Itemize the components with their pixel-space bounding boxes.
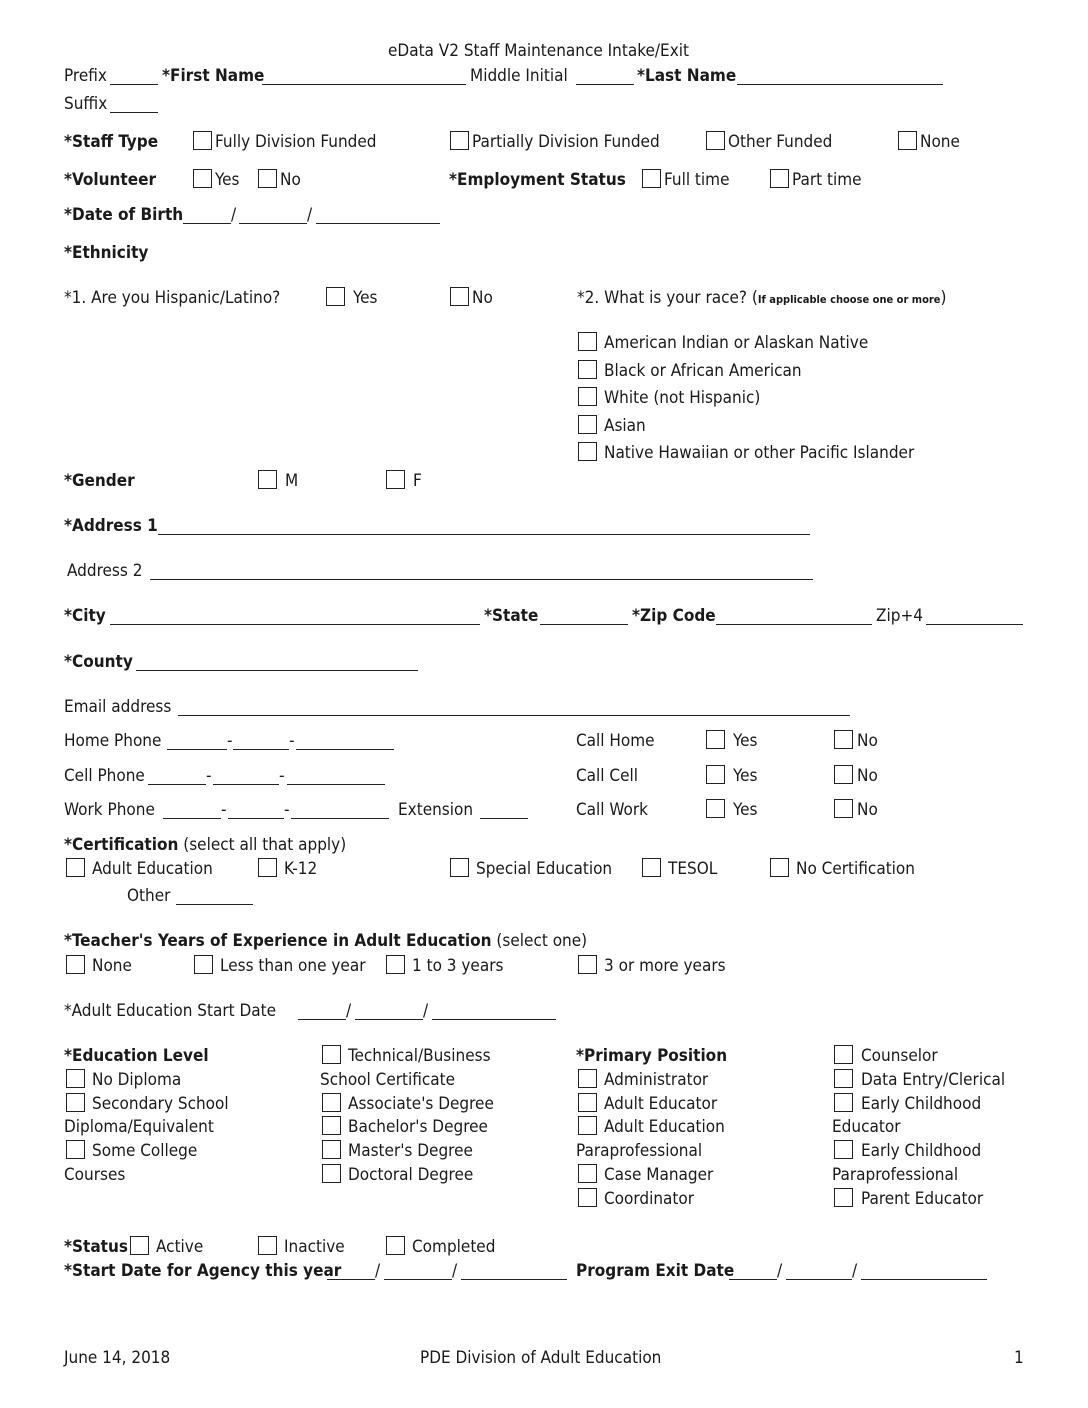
agency-start-month-field[interactable] xyxy=(327,1279,375,1280)
prefix-label: Prefix xyxy=(64,66,107,86)
pos-administrator-checkbox[interactable] xyxy=(578,1069,597,1088)
ae-start-date-label: *Adult Education Start Date xyxy=(64,1001,277,1021)
edu-secondary-checkbox[interactable] xyxy=(66,1093,85,1112)
work-phone-area-field[interactable] xyxy=(163,818,221,819)
form-title: eData V2 Staff Maintenance Intake/Exit xyxy=(388,41,689,61)
agency-start-slash-1: / xyxy=(375,1261,381,1281)
staff-type-none-checkbox[interactable] xyxy=(898,131,917,150)
edu-technical-label: Technical/Business xyxy=(348,1046,491,1066)
cert-other-label: Other xyxy=(127,886,171,906)
call-cell-yes-label: Yes xyxy=(733,766,758,786)
exp-one-three-checkbox[interactable] xyxy=(386,955,405,974)
hispanic-no-checkbox[interactable] xyxy=(450,287,469,306)
gender-f-checkbox[interactable] xyxy=(386,470,405,489)
cell-phone-prefix-field[interactable] xyxy=(213,784,279,785)
edu-some-college-checkbox[interactable] xyxy=(66,1140,85,1159)
race-american-indian-checkbox[interactable] xyxy=(578,332,597,351)
city-label: *City xyxy=(64,606,106,626)
gender-label: *Gender xyxy=(64,471,135,491)
dob-day-field[interactable] xyxy=(239,223,307,224)
staff-type-other-checkbox[interactable] xyxy=(706,131,725,150)
county-field[interactable] xyxy=(136,670,418,671)
status-label: *Status xyxy=(64,1237,128,1257)
dob-slash-2: / xyxy=(307,205,313,225)
call-work-no-label: No xyxy=(857,800,878,820)
gender-f-label: F xyxy=(413,471,422,491)
call-home-yes-label: Yes xyxy=(733,731,758,751)
status-inactive-checkbox[interactable] xyxy=(258,1236,277,1255)
exp-less-one-checkbox[interactable] xyxy=(194,955,213,974)
edu-bachelors-label: Bachelor's Degree xyxy=(348,1117,488,1137)
call-work-no-checkbox[interactable] xyxy=(834,799,853,818)
extension-label: Extension xyxy=(398,800,474,820)
edu-associates-label: Associate's Degree xyxy=(348,1094,494,1114)
volunteer-no-label: No xyxy=(280,170,301,190)
race-asian-checkbox[interactable] xyxy=(578,415,597,434)
work-phone-line-field[interactable] xyxy=(291,818,389,819)
ethnicity-label: *Ethnicity xyxy=(64,243,149,263)
exp-one-three-label: 1 to 3 years xyxy=(412,956,504,976)
pos-parent-educator-checkbox[interactable] xyxy=(834,1188,853,1207)
edu-associates-checkbox[interactable] xyxy=(322,1093,341,1112)
cert-adult-ed-label: Adult Education xyxy=(92,859,213,879)
home-phone-dash-1: - xyxy=(227,731,233,751)
prefix-field[interactable] xyxy=(110,84,158,85)
call-home-no-checkbox[interactable] xyxy=(834,730,853,749)
cert-adult-ed-checkbox[interactable] xyxy=(66,858,85,877)
address2-label: Address 2 xyxy=(67,561,143,581)
dob-label: *Date of Birth xyxy=(64,205,184,225)
program-exit-year-field[interactable] xyxy=(861,1279,987,1280)
staff-type-partially-label: Partially Division Funded xyxy=(472,132,660,152)
race-white-checkbox[interactable] xyxy=(578,387,597,406)
ae-start-month-field[interactable] xyxy=(298,1019,346,1020)
pos-data-entry-label: Data Entry/Clerical xyxy=(861,1070,1006,1090)
agency-start-day-field[interactable] xyxy=(384,1279,452,1280)
program-exit-day-field[interactable] xyxy=(786,1279,852,1280)
pos-coordinator-checkbox[interactable] xyxy=(578,1188,597,1207)
volunteer-yes-checkbox[interactable] xyxy=(193,169,212,188)
state-label: *State xyxy=(484,606,539,626)
dob-month-field[interactable] xyxy=(183,223,231,224)
work-phone-dash-1: - xyxy=(221,800,227,820)
edu-doctoral-label: Doctoral Degree xyxy=(348,1165,474,1185)
program-exit-slash-1: / xyxy=(777,1261,783,1281)
program-exit-slash-2: / xyxy=(852,1261,858,1281)
employment-part-checkbox[interactable] xyxy=(770,169,789,188)
pos-counselor-label: Counselor xyxy=(861,1046,938,1066)
pos-adult-ed-para-label: Adult Education xyxy=(604,1117,725,1137)
staff-type-label: *Staff Type xyxy=(64,132,159,152)
staff-type-none-label: None xyxy=(920,132,960,152)
cell-phone-dash-2: - xyxy=(279,766,285,786)
race-american-indian-label: American Indian or Alaskan Native xyxy=(604,333,869,353)
pos-counselor-checkbox[interactable] xyxy=(834,1045,853,1064)
call-cell-no-checkbox[interactable] xyxy=(834,765,853,784)
volunteer-yes-label: Yes xyxy=(215,170,240,190)
zip-field[interactable] xyxy=(716,624,872,625)
last-name-label: *Last Name xyxy=(637,66,737,86)
status-completed-checkbox[interactable] xyxy=(386,1236,405,1255)
gender-m-label: M xyxy=(285,471,299,491)
exp-none-label: None xyxy=(92,956,132,976)
edu-no-diploma-label: No Diploma xyxy=(92,1070,182,1090)
pos-administrator-label: Administrator xyxy=(604,1070,709,1090)
status-completed-label: Completed xyxy=(412,1237,496,1257)
extension-field[interactable] xyxy=(480,818,528,819)
pos-data-entry-checkbox[interactable] xyxy=(834,1069,853,1088)
pos-parent-educator-label: Parent Educator xyxy=(861,1189,984,1209)
first-name-field[interactable] xyxy=(262,84,466,85)
suffix-field[interactable] xyxy=(110,112,158,113)
edu-some-college-label-2: Courses xyxy=(64,1165,126,1185)
exp-none-checkbox[interactable] xyxy=(66,955,85,974)
pos-ec-educator-label-2: Educator xyxy=(832,1117,901,1137)
work-phone-dash-2: - xyxy=(284,800,290,820)
cert-special-ed-label: Special Education xyxy=(476,859,613,879)
staff-type-fully-checkbox[interactable] xyxy=(193,131,212,150)
footer-page-number: 1 xyxy=(1014,1348,1024,1368)
email-field[interactable] xyxy=(178,715,850,716)
work-phone-prefix-field[interactable] xyxy=(228,818,284,819)
certification-heading: *Certification (select all that apply) xyxy=(64,835,347,855)
hispanic-yes-label: Yes xyxy=(353,288,378,308)
dob-slash-1: / xyxy=(231,205,237,225)
edu-secondary-label-2: Diploma/Equivalent xyxy=(64,1117,214,1137)
exp-less-one-label: Less than one year xyxy=(220,956,366,976)
zip4-field[interactable] xyxy=(926,624,1023,625)
pos-ec-para-label: Early Childhood xyxy=(861,1141,982,1161)
home-phone-dash-2: - xyxy=(289,731,295,751)
middle-initial-label: Middle Initial xyxy=(470,66,568,86)
address2-field[interactable] xyxy=(150,579,813,580)
education-level-label: *Education Level xyxy=(64,1046,209,1066)
cert-none-label: No Certification xyxy=(796,859,915,879)
cert-tesol-label: TESOL xyxy=(668,859,718,879)
pos-adult-educator-checkbox[interactable] xyxy=(578,1093,597,1112)
edu-secondary-label: Secondary School xyxy=(92,1094,229,1114)
address1-label: *Address 1 xyxy=(64,516,158,536)
status-active-checkbox[interactable] xyxy=(130,1236,149,1255)
middle-initial-field[interactable] xyxy=(576,84,634,85)
staff-type-partially-checkbox[interactable] xyxy=(450,131,469,150)
call-cell-yes-checkbox[interactable] xyxy=(706,765,725,784)
cert-tesol-checkbox[interactable] xyxy=(642,858,661,877)
race-black-checkbox[interactable] xyxy=(578,360,597,379)
work-phone-label: Work Phone xyxy=(64,800,155,820)
employment-part-label: Part time xyxy=(792,170,862,190)
cell-phone-line-field[interactable] xyxy=(287,784,385,785)
ae-start-year-field[interactable] xyxy=(432,1019,556,1020)
agency-start-year-field[interactable] xyxy=(461,1279,567,1280)
first-name-label: *First Name xyxy=(162,66,265,86)
pos-ec-para-label-2: Paraprofessional xyxy=(832,1165,959,1185)
edu-no-diploma-checkbox[interactable] xyxy=(66,1069,85,1088)
staff-type-fully-label: Fully Division Funded xyxy=(215,132,377,152)
edu-masters-checkbox[interactable] xyxy=(322,1140,341,1159)
pos-adult-ed-para-checkbox[interactable] xyxy=(578,1116,597,1135)
exp-three-plus-checkbox[interactable] xyxy=(578,955,597,974)
race-asian-label: Asian xyxy=(604,416,646,436)
employment-full-label: Full time xyxy=(664,170,730,190)
employment-full-checkbox[interactable] xyxy=(642,169,661,188)
status-active-label: Active xyxy=(156,1237,204,1257)
ae-start-slash-1: / xyxy=(346,1001,352,1021)
pos-ec-educator-label: Early Childhood xyxy=(861,1094,982,1114)
pos-adult-educator-label: Adult Educator xyxy=(604,1094,718,1114)
pos-ec-para-checkbox[interactable] xyxy=(834,1140,853,1159)
zip4-label: Zip+4 xyxy=(876,606,923,626)
call-work-yes-label: Yes xyxy=(733,800,758,820)
edu-bachelors-checkbox[interactable] xyxy=(322,1116,341,1135)
call-cell-label: Call Cell xyxy=(576,766,639,786)
pos-case-manager-label: Case Manager xyxy=(604,1165,714,1185)
ae-start-day-field[interactable] xyxy=(355,1019,423,1020)
gender-m-checkbox[interactable] xyxy=(258,470,277,489)
race-white-label: White (not Hispanic) xyxy=(604,388,761,408)
cert-k12-label: K-12 xyxy=(284,859,318,879)
pos-adult-ed-para-label-2: Paraprofessional xyxy=(576,1141,703,1161)
pos-ec-educator-checkbox[interactable] xyxy=(834,1093,853,1112)
cell-phone-label: Cell Phone xyxy=(64,766,145,786)
call-work-label: Call Work xyxy=(576,800,649,820)
hispanic-no-label: No xyxy=(472,288,493,308)
program-exit-month-field[interactable] xyxy=(729,1279,777,1280)
pos-case-manager-checkbox[interactable] xyxy=(578,1164,597,1183)
email-label: Email address xyxy=(64,697,172,717)
hispanic-question: *1. Are you Hispanic/Latino? xyxy=(64,288,281,308)
call-cell-no-label: No xyxy=(857,766,878,786)
state-field[interactable] xyxy=(540,624,628,625)
county-label: *County xyxy=(64,652,133,672)
ae-start-slash-2: / xyxy=(423,1001,429,1021)
call-home-no-label: No xyxy=(857,731,878,751)
status-inactive-label: Inactive xyxy=(284,1237,345,1257)
city-field[interactable] xyxy=(110,624,480,625)
edu-some-college-label: Some College xyxy=(92,1141,198,1161)
cert-none-checkbox[interactable] xyxy=(770,858,789,877)
experience-heading: *Teacher's Years of Experience in Adult Education (select one) xyxy=(64,931,588,951)
address1-field[interactable] xyxy=(158,534,810,535)
exp-three-plus-label: 3 or more years xyxy=(604,956,726,976)
suffix-label: Suffix xyxy=(64,94,108,114)
dob-year-field[interactable] xyxy=(316,223,440,224)
zip-label: *Zip Code xyxy=(632,606,716,626)
cell-phone-dash-1: - xyxy=(206,766,212,786)
race-question: *2. What is your race? (If applicable choose one or more) xyxy=(577,288,947,308)
footer-org: PDE Division of Adult Education xyxy=(420,1348,662,1368)
last-name-field[interactable] xyxy=(737,84,943,85)
volunteer-no-checkbox[interactable] xyxy=(258,169,277,188)
agency-start-slash-2: / xyxy=(452,1261,458,1281)
home-phone-area-field[interactable] xyxy=(167,749,227,750)
hispanic-yes-checkbox[interactable] xyxy=(326,287,345,306)
edu-technical-checkbox[interactable] xyxy=(322,1045,341,1064)
home-phone-line-field[interactable] xyxy=(296,749,394,750)
call-work-yes-checkbox[interactable] xyxy=(706,799,725,818)
home-phone-label: Home Phone xyxy=(64,731,162,751)
edu-doctoral-checkbox[interactable] xyxy=(322,1164,341,1183)
call-home-label: Call Home xyxy=(576,731,655,751)
edu-technical-label-2: School Certificate xyxy=(320,1070,456,1090)
primary-position-label: *Primary Position xyxy=(576,1046,728,1066)
cert-special-ed-checkbox[interactable] xyxy=(450,858,469,877)
race-pacific-islander-label: Native Hawaiian or other Pacific Islander xyxy=(604,443,915,463)
edu-masters-label: Master's Degree xyxy=(348,1141,473,1161)
cell-phone-area-field[interactable] xyxy=(148,784,206,785)
race-black-label: Black or African American xyxy=(604,361,802,381)
volunteer-label: *Volunteer xyxy=(64,170,157,190)
program-exit-label: Program Exit Date xyxy=(576,1261,735,1281)
race-pacific-islander-checkbox[interactable] xyxy=(578,442,597,461)
footer-date: June 14, 2018 xyxy=(64,1348,171,1368)
staff-type-other-label: Other Funded xyxy=(728,132,833,152)
employment-status-label: *Employment Status xyxy=(449,170,626,190)
home-phone-prefix-field[interactable] xyxy=(233,749,289,750)
cert-other-field[interactable] xyxy=(176,904,253,905)
pos-coordinator-label: Coordinator xyxy=(604,1189,695,1209)
cert-k12-checkbox[interactable] xyxy=(258,858,277,877)
agency-start-label: *Start Date for Agency this year xyxy=(64,1261,342,1281)
call-home-yes-checkbox[interactable] xyxy=(706,730,725,749)
